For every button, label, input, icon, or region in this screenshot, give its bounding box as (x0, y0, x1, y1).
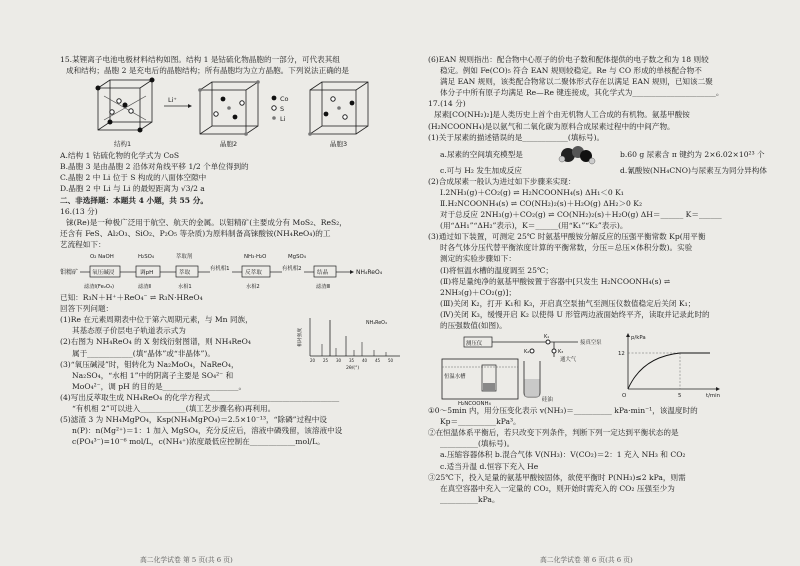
q16-sub-line: MoO₄²⁻，调 pH 的目的是____________________。 (72, 381, 247, 391)
right-footer: 高二化学试卷 第 6 页(共 6 页) (540, 556, 633, 564)
flow-reagent-4: NH₃·H₂O (244, 254, 267, 261)
xrd-tick: 45 (375, 358, 381, 364)
cell-2 (198, 80, 260, 148)
oil-label: 硅油 (542, 397, 553, 404)
flow-box-2: 调pH (140, 270, 154, 277)
q16-sub-line: n(P)：n(Mg²⁺)＝1：1 加入 MgSO₄，充分反应后，溶液中磷残留，该溶液中设 (72, 426, 343, 436)
flow-waste-2: 滤渣Ⅱ (138, 284, 151, 291)
structure-1 (96, 78, 155, 149)
q17-s3-question: 在真空容器中充入一定量的 CO₂，则开始时需充入的 CO₂ 压强至少为 (440, 483, 675, 493)
q17-s3-line: 的压强数值(如图)。 (440, 320, 507, 330)
q16-sub-line: 其基态原子价层电子轨道表示式为 (72, 326, 186, 336)
q17-s1-option-b: b.60 g 尿素含 π 键约为 2×6.02×10²³ 个 (620, 149, 765, 159)
q16-sub-line: 属于____________(填“晶体”或“非晶体”)。 (72, 348, 215, 358)
q17-s3-line: 测定的实验步骤如下： (440, 254, 516, 264)
q17-s2-line: Ⅰ.2NH₃(g)＋CO₂(g) ⇌ H₂NCOONH₄(s) ΔH₁＜0 K₁ (440, 187, 624, 197)
flow-reagent-2: H₂SO₄ (138, 254, 155, 261)
q16-intro-line: 艺流程如下： (60, 239, 106, 249)
q17-s3-line: (Ⅱ)将足量纯净的氨基甲酸铵置于容器中[只发生 H₂NCOONH₄(s) ⇌ (440, 276, 671, 286)
solid-label: H₂NCOONH₄ (458, 401, 491, 406)
q16-sub-line: (2)右图为 NH₄ReO₄ 的 X 射线衍射图谱，则 NH₄ReO₄ (60, 337, 251, 347)
q16-sub-line: Na₂SO₄，“水相 1”中的阴离子主要是 SO₄²⁻ 和 (72, 370, 234, 380)
flow-box-3: 萃取 (179, 270, 191, 277)
flow-box-4: 有机相1 (210, 266, 230, 273)
xrd-tick: 40 (362, 358, 368, 364)
q17-s3-line: (Ⅰ)将恒温水槽的温度调至 25℃； (440, 265, 554, 275)
flow-reagent-5: MgSO₄ (288, 254, 306, 261)
flow-product: NH₄ReO₄ (356, 269, 383, 277)
fig3-label: 晶胞3 (330, 140, 348, 149)
q17-s3-question: __________kPa。 (440, 494, 500, 504)
q16-sub-line: c(PO₄³⁻)=10⁻⁶ mol/L，c(NH₄⁺)浓度最低应控制在____________mol/L。 (72, 437, 325, 447)
q17-s3-question: ③25℃下，投入足量的氨基甲酸铵固体，欲使平衡时 P(NH₃)≤2 kPa，则需 (428, 472, 686, 482)
xrd-xlabel: 2θ/(°) (346, 366, 360, 371)
graph-origin: O (622, 393, 627, 400)
right-column (428, 54, 790, 505)
legend-s: S (280, 105, 285, 114)
q15-option-d: D.晶胞 2 中 Li 与 Li 的最短距离为 √3/2 a (60, 184, 205, 194)
q17-apparatus-figure (428, 331, 790, 405)
flow-box-1: 氧压碱浸 (92, 270, 115, 277)
xrd-ylabel: 相对强度 (298, 328, 303, 348)
flow-reagent-1: O₂ NaOH (90, 254, 114, 261)
left-column (60, 54, 410, 447)
q15-option-a: A.结构 1 钴硫化物的化学式为 CoS (60, 151, 180, 161)
q17-s3-question: ①0～5min 内，用分压变化表示 v(NH₃)＝__________ kPa·min⁻¹，该温度时的 (428, 406, 698, 416)
li-arrow-label: Li⁺ (168, 96, 177, 105)
apparatus-svg (428, 331, 790, 405)
graph-xlabel: t/min (706, 393, 721, 400)
xrd-tick: 50 (388, 358, 394, 364)
q16-subquestions (60, 314, 410, 447)
flow-waste-4: 水相2 (246, 284, 260, 291)
q15-crystal-figure (60, 76, 410, 150)
cell-3 (308, 82, 368, 148)
q15-stem-line: 15.某锂离子电池电极材料结构如图。结构 1 是钴硫化物晶胞的一部分，可代表其组 (60, 55, 340, 64)
q16-sub-line: “有机相 2”可以进入____________(填工艺步骤名称)再利用。 (72, 403, 276, 413)
flowchart-svg (60, 250, 410, 292)
q16-sub-line: (1)Re 在元素周期表中位于第六周期元素，与 Mn 同族， (60, 315, 253, 325)
air-label: 通大气 (560, 357, 577, 364)
pressure-time-graph (618, 333, 720, 399)
q17-s3-line: (3)通过如下装置，可测定 25℃ 时氨基甲酸铵分解反应的压强平衡常数 Kp(用平衡 (428, 232, 706, 242)
q17-s3-question: c.适当升温 d.恒容下充入 He (440, 461, 539, 471)
q16-flowchart (60, 250, 410, 292)
q17-s3-question: ②在恒温体系平衡后，若只改变下列条件，判断下列一定达到平衡状态的是 (428, 428, 679, 438)
q15-option-c: C.晶胞 2 中 Li 位于 S 构成的八面体空隙中 (60, 173, 207, 183)
q17-s1-option-a: a.尿素的空间填充模型是 (440, 149, 523, 159)
legend-co: Co (280, 95, 289, 104)
flow-waste-1: 滤渣Ⅰ(Fe₂O₃) (84, 284, 115, 291)
flow-box-5: 反萃取 (245, 270, 262, 277)
q16-sub-line: (5)滤渣 3 为 NH₄MgPO₄，Ksp(NH₄MgPO₄)＝2.5×10⁻¹³，“除磷”过程中设 (60, 415, 327, 425)
xrd-tick: 35 (349, 358, 355, 364)
fig2-label: 晶胞2 (220, 140, 238, 149)
q17-title: 17.(14 分) (428, 99, 466, 109)
q17-intro-line: (H₂NCOONH₄)是以氨气和二氧化碳为原料合成尿素过程中的中间产物。 (428, 121, 675, 131)
q16-6-line: (6)EAN 规则指出：配合物中心原子的价电子数和配体提供的电子数之和为 18 则较 (428, 55, 709, 64)
q17-s3-line: 2NH₃(g)＋CO₂(g)]； (440, 287, 516, 297)
gauge-label: 测压仪 (466, 341, 483, 348)
q16-6-line: 体分子中所有原子均满足 Re—Re 键连接成，其化学式为______________________。 (440, 88, 724, 98)
q16-intro-line: 还含有 FeS、Al₂O₃、SiO₂、P₂O₅ 等杂质)为原料制备高铼酸铵(NH₄ReO₄)的工 (60, 228, 331, 238)
q16-answer-intro: 回答下列问题： (60, 304, 114, 314)
xrd-tick: 25 (323, 358, 329, 364)
graph-x-mark: 5 (678, 393, 682, 400)
q17-s2-line: Ⅱ.H₂NCOONH₄(s) ⇌ CO(NH₂)₂(s)＋H₂O(g) ΔH₂＞0 K₂ (440, 198, 643, 208)
flow-waste-5: 滤渣Ⅲ (316, 284, 330, 291)
flow-box-7: 结晶 (317, 270, 329, 277)
q16-title: 16.(13 分) (60, 206, 98, 216)
k2-label: K₂ (524, 349, 530, 356)
flow-reagent-3: 萃取剂 (176, 254, 193, 261)
q16-sub-line: (3)“氧压碱浸”时，钼转化为 Na₂MoO₄，NaReO₄， (60, 359, 239, 369)
graph-ylabel: p/kPa (631, 335, 646, 342)
q17-intro-line: 尿素[CO(NH₂)₂]是人类历史上首个由无机物人工合成的有机物。氨基甲酸铵 (434, 110, 690, 120)
q17-s2-line: (2)合成尿素一般认为进过如下步骤来实现： (428, 176, 576, 186)
fig1-label: 结构1 (114, 140, 132, 149)
q15-option-b: B.晶胞 3 是由晶胞 2 沿体对角线平移 1/2 个单位得到的 (60, 162, 249, 172)
q17-s1-options-row1 (428, 143, 790, 165)
flow-box-6: 有机相2 (282, 266, 302, 273)
section-2-heading: 二、非选择题：本题共 4 小题，共 55 分。 (60, 195, 208, 205)
k1-label: K₁ (544, 334, 550, 341)
urea-space-filling-model (554, 143, 604, 165)
flow-start: 钼精矿 (60, 269, 79, 277)
xrd-tick: 30 (336, 358, 342, 364)
q17-s3-question: Kp＝__________kPa³。 (440, 417, 521, 427)
legend (272, 95, 289, 123)
q17-s1-option-c: c.可与 H₂ 发生加成反应 (440, 165, 522, 175)
q17-s2-line: 对于总反应 2NH₃(g)＋CO₂(g) ⇌ CO(NH₂)₂(s)＋H₂O(g) ΔH＝______ K＝______ (440, 210, 722, 220)
q17-s3-line: 时各气体分压代替平衡浓度计算的平衡常数，分压＝总压×体积分数)。实验 (440, 243, 693, 253)
q17-s3-question: __________(填标号)。 (440, 439, 515, 449)
q17-s1-option-d: d.氰酸铵(NH₄CNO)与尿素互为同分异构体 (620, 165, 767, 175)
xrd-tag: NH₄ReO₄ (366, 321, 387, 327)
q17-s1: (1)关于尿素的描述错误的是____________(填标号)。 (428, 132, 605, 142)
xrd-pattern (296, 312, 408, 370)
flow-waste-3: 水相1 (178, 284, 192, 291)
bath-label: 恒温水槽 (444, 374, 466, 381)
xrd-tick: 20 (310, 358, 316, 364)
q15-stem-line: 成和结构；晶胞 2 是充电后的晶胞结构；所有晶胞均为立方晶胞。下列说法正确的是 (66, 66, 350, 76)
legend-li: Li (280, 115, 286, 124)
q17-s3-question: a.压缩容器体积 b.混合气体 V(NH₃)：V(CO₂)＝2：1 充入 NH₃ 和 CO₂ (440, 450, 686, 460)
q16-6-line: 满足 EAN 规则，该类配合物常以二聚体形式存在以满足 EAN 规则，已知该二聚 (440, 77, 713, 87)
q16-intro-line: 铼(Re)是一种极广泛用于航空、航天的金属。以钼精矿(主要成分有 MoS₂、ReS₂， (66, 217, 347, 227)
q16-6-line: 稳定。例如 Fe(CO)₅ 符合 EAN 规则较稳定。Re 与 CO 形成的单核配合物不 (440, 66, 702, 76)
q16-known: 已知：R₃N＋H⁺＋ReO₄⁻ ⇌ R₃N·HReO₄ (60, 293, 203, 303)
k3-label: K₃ (558, 349, 564, 356)
graph-y-mark: 12 (618, 351, 625, 358)
q17-s1-options-row2 (428, 165, 790, 176)
crystal-structures-svg (60, 76, 410, 150)
q17-s3-line: (Ⅳ)关闭 K₃，缓慢开启 K₂ 以使得 U 形管两边液面始终平齐，读取并记录此时的 (440, 309, 710, 319)
vac-label: 接真空泵 (580, 340, 602, 347)
left-footer: 高二化学试卷 第 5 页(共 6 页) (140, 556, 233, 564)
q17-s2-line: (用“ΔH₁”“ΔH₂”表示)，K＝______(用“K₁”“K₂”表示)。 (440, 221, 628, 231)
q16-sub-line: (4)写出反萃取生成 NH₄ReO₄ 的化学方程式__________________________________ (60, 392, 340, 402)
q17-s3-line: (Ⅲ)关闭 K₂，打开 K₁和 K₃，开启真空泵抽气至测压仪数值稳定后关闭 K₁； (440, 298, 696, 308)
